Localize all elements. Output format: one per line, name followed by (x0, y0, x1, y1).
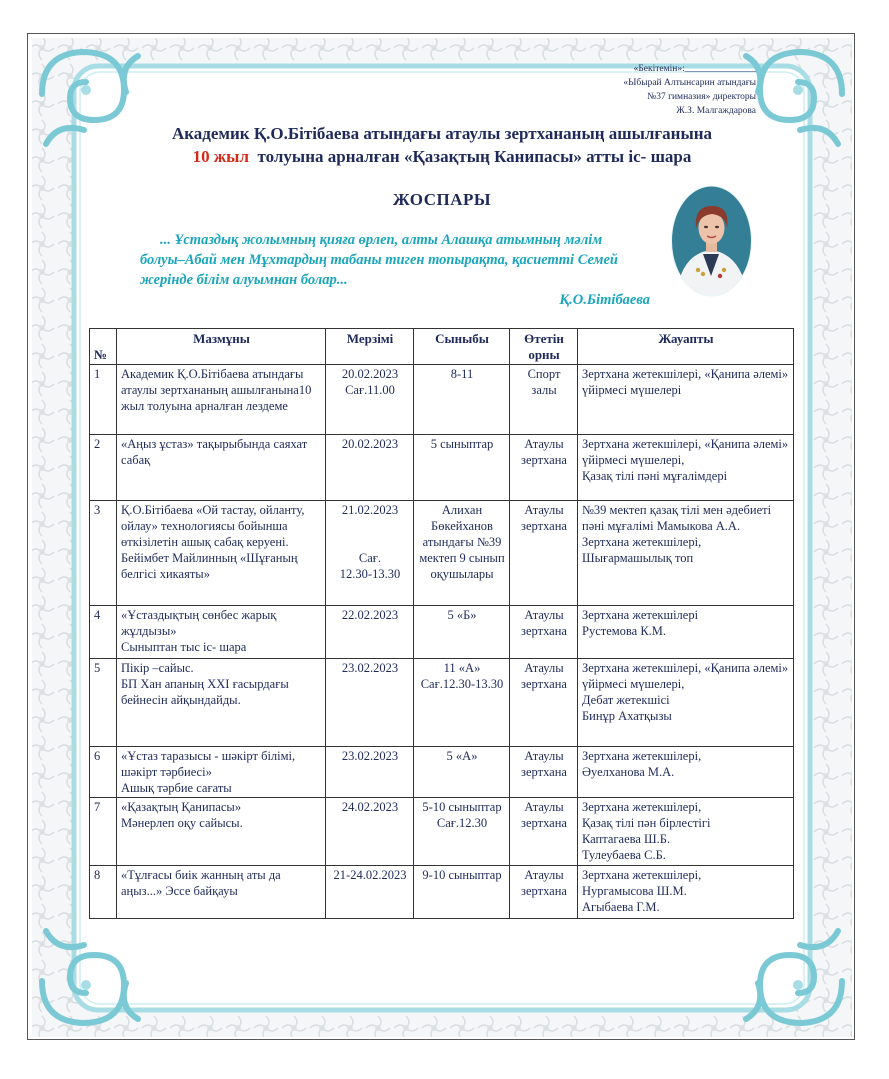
cell-class-line: 5 «Б» (447, 608, 477, 622)
cell-content-line: «Қазақтың Қанипасы» (121, 800, 242, 814)
cell-responsible-line: Қазақ тілі пәні мұғалімдері (582, 469, 728, 483)
cell-place-line: Атаулы зертхана (521, 661, 567, 691)
cell-place-line: Атаулы зертхана (521, 800, 567, 830)
cell-place (510, 435, 578, 501)
plan-table (89, 328, 794, 919)
cell-class-line: 8-11 (450, 367, 474, 381)
cell-content (117, 606, 326, 659)
cell-responsible-line: Әуелханова М.А. (582, 765, 675, 779)
cell-responsible-line: Қазақ тілі пән бірлестігі (582, 816, 711, 830)
cell-content-line: Мәнерлеп оқу сайысы. (121, 816, 243, 830)
cell-content-line: Бейімбет Майлинның «Шұғаның белгісі хикаяты» (121, 551, 298, 581)
heading-line-2 (58, 145, 826, 168)
cell-date-line: 22.02.2023 (341, 608, 399, 622)
portrait-photo (670, 184, 753, 298)
cell-date (326, 866, 414, 919)
quote-author: Қ.О.Бітібаева (559, 292, 650, 308)
cell-content-line: «Ұстаздықтың сөнбес жарық жұлдызы» (121, 608, 277, 638)
cell-date (326, 365, 414, 435)
header-place: Өтетін орны (510, 329, 578, 365)
table-row (90, 747, 794, 798)
cell-date-line: Сағ. (358, 551, 382, 565)
cell-responsible-line: Зертхана жетекшілері, (582, 749, 702, 763)
cell-content-line: «Аңыз ұстаз» тақырыбында саяхат сабақ (121, 437, 308, 467)
table-row (90, 435, 794, 501)
cell-class (414, 365, 510, 435)
cell-date-line (330, 518, 410, 534)
cell-responsible (578, 798, 794, 866)
plan-title: ЖОСПАРЫ (392, 190, 492, 209)
cell-class-line: Алихан Бөкейханов атындағы №39 мектеп 9 сынып оқушылары (419, 503, 505, 581)
cell-place (510, 866, 578, 919)
table-row (90, 606, 794, 659)
cell-place (510, 798, 578, 866)
cell-content-line: Сыныптан тыс іс- шара (121, 640, 247, 654)
cell-class (414, 798, 510, 866)
cell-place (510, 365, 578, 435)
cell-date-line: 12.30-13.30 (339, 567, 401, 581)
cell-responsible-line: Рустемова К.М. (582, 624, 667, 638)
cell-responsible-line: Зертхана жетекшілері, Шығармашылық топ (582, 535, 702, 565)
approval-line: Ж.З. Малгаждарова (676, 106, 756, 116)
cell-responsible-line: Зертхана жетекшілері, «Қанипа әлемі» үйірмесі мүшелері, (582, 661, 789, 691)
cell-place (510, 606, 578, 659)
cell-responsible (578, 659, 794, 747)
document-page (27, 33, 855, 1040)
table-row (90, 659, 794, 747)
table-row (90, 798, 794, 866)
cell-responsible-line: Зертхана жетекшілері, (582, 800, 702, 814)
document-heading (58, 122, 826, 168)
table-row (90, 365, 794, 435)
cell-responsible (578, 435, 794, 501)
cell-class (414, 866, 510, 919)
cell-num: 1 (90, 365, 117, 435)
cell-date (326, 435, 414, 501)
heading-years-highlight: 10 жыл (192, 147, 249, 166)
cell-date-line: Сағ.11.00 (345, 383, 395, 397)
cell-place (510, 659, 578, 747)
cell-content-line: «Ұстаз таразысы - шәкірт білімі, шәкірт тәрбиесі» (121, 749, 296, 779)
cell-date (326, 659, 414, 747)
cell-content (117, 747, 326, 798)
cell-class (414, 747, 510, 798)
cell-content (117, 501, 326, 606)
approval-stamp (623, 62, 756, 118)
cell-class-line: Сағ.12.30 (436, 816, 488, 830)
cell-date-line: 23.02.2023 (341, 661, 399, 675)
cell-date-line: 21-24.02.2023 (333, 868, 407, 882)
cell-content-line: Пікір –сайыс. (121, 661, 194, 675)
cell-num: 2 (90, 435, 117, 501)
cell-responsible (578, 747, 794, 798)
cell-responsible-line: Зертхана жетекшілері, «Қанипа әлемі» үйірмесі мүшелері, (582, 437, 789, 467)
cell-content-line: Академик Қ.О.Бітібаева атындағы атаулы зертхананың ашылғанына10 жыл толуына арналған лездеме (121, 367, 312, 413)
cell-content (117, 798, 326, 866)
cell-class-line: 11 «А» (443, 661, 481, 675)
heading-line-1: Академик Қ.О.Бітібаева атындағы атаулы зертхананың ашылғанына (171, 124, 713, 143)
cell-num: 7 (90, 798, 117, 866)
cell-responsible (578, 866, 794, 919)
cell-date (326, 747, 414, 798)
cell-content (117, 866, 326, 919)
cell-num: 6 (90, 747, 117, 798)
cell-content-line: Қ.О.Бітібаева «Ой тастау, ойланту, ойлау» технологиясы бойынша өткізілетін ашық сабақ керуені. (121, 503, 305, 549)
cell-date (326, 606, 414, 659)
cell-place-line: Атаулы зертхана (521, 503, 567, 533)
cell-num: 4 (90, 606, 117, 659)
table-row (90, 866, 794, 919)
cell-class-line: 9-10 сыныптар (422, 868, 502, 882)
approval-line: №37 гимназия» директоры (647, 92, 756, 102)
cell-date-line (330, 534, 410, 550)
cell-class (414, 435, 510, 501)
cell-responsible-line: Каптагаева Ш.Б. (582, 832, 671, 846)
cell-class-line: Сағ.12.30-13.30 (420, 677, 504, 691)
cell-responsible-line: Зертхана жетекшілері (582, 608, 699, 622)
cell-num: 8 (90, 866, 117, 919)
cell-responsible-line: Тулеубаева С.Б. (582, 848, 666, 862)
quote-text: ... Ұстаздық жолымның қияға өрлеп, алты Алашқа атымның мәлім болуы–Абай мен Мұхтардың табаны тиген топырақта, қасиетті Семей жерінде білім алуымнан болар... (140, 232, 618, 288)
cell-place-line: Атаулы зертхана (521, 437, 567, 467)
header-date: Мерзімі (326, 329, 414, 365)
cell-place (510, 501, 578, 606)
cell-responsible-line: №39 мектеп қазақ тілі мен әдебиеті пәні мұғалімі Мамыкова А.А. (582, 503, 772, 533)
cell-class (414, 659, 510, 747)
cell-content-line: Ашық тәрбие сағаты (121, 781, 232, 795)
table-body (90, 365, 794, 919)
cell-responsible-line: Зертхана жетекшілері, (582, 868, 702, 882)
header-num: № (90, 329, 117, 365)
cell-date-line: 23.02.2023 (341, 749, 399, 763)
cell-date (326, 501, 414, 606)
approval-line: «Бекітемін»:_______________ (633, 64, 756, 74)
cell-responsible-line: Бинұр Ахатқызы (582, 709, 672, 723)
table-row (90, 501, 794, 606)
cell-content-line: «Тұлғасы биік жанның аты да аңыз...» Эссе байқауы (121, 868, 281, 898)
epigraph-quote (140, 230, 650, 310)
cell-date-line: 20.02.2023 (341, 437, 399, 451)
cell-content (117, 659, 326, 747)
cell-responsible (578, 501, 794, 606)
cell-content (117, 435, 326, 501)
cell-class-line: 5 «А» (446, 749, 478, 763)
cell-content (117, 365, 326, 435)
cell-place-line: Спорт залы (527, 367, 561, 397)
cell-place-line: Атаулы зертхана (521, 749, 567, 779)
cell-responsible-line: Зертхана жетекшілері, «Қанипа әлемі» үйірмесі мүшелері (582, 367, 789, 397)
cell-date-line: 24.02.2023 (341, 800, 399, 814)
heading-line-2-rest: толуына арналған «Қазақтың Канипасы» атты іс- шара (248, 147, 692, 166)
cell-date-line: 20.02.2023 (341, 367, 399, 381)
cell-class (414, 501, 510, 606)
cell-place-line: Атаулы зертхана (521, 868, 567, 898)
cell-num: 5 (90, 659, 117, 747)
header-responsible: Жауапты (578, 329, 794, 365)
table-header-row (90, 329, 794, 365)
cell-responsible-line: Агыбаева Г.М. (582, 900, 660, 914)
cell-responsible (578, 365, 794, 435)
header-content: Мазмұны (117, 329, 326, 365)
cell-num: 3 (90, 501, 117, 606)
cell-class (414, 606, 510, 659)
cell-class-line: 5-10 сыныптар (422, 800, 502, 814)
cell-date (326, 798, 414, 866)
cell-place (510, 747, 578, 798)
cell-responsible-line: Нургамысова Ш.М. (582, 884, 687, 898)
approval-line: «Ыбырай Алтынсарин атындағы (623, 78, 756, 88)
cell-responsible-line: Дебат жетекшісі (582, 693, 670, 707)
cell-date-line: 21.02.2023 (341, 503, 399, 517)
cell-class-line: 5 сыныптар (430, 437, 494, 451)
header-class: Сыныбы (414, 329, 510, 365)
cell-content-line: БП Хан апаның XXI ғасырдағы бейнесін айқындайды. (121, 677, 289, 707)
cell-place-line: Атаулы зертхана (521, 608, 567, 638)
cell-responsible (578, 606, 794, 659)
